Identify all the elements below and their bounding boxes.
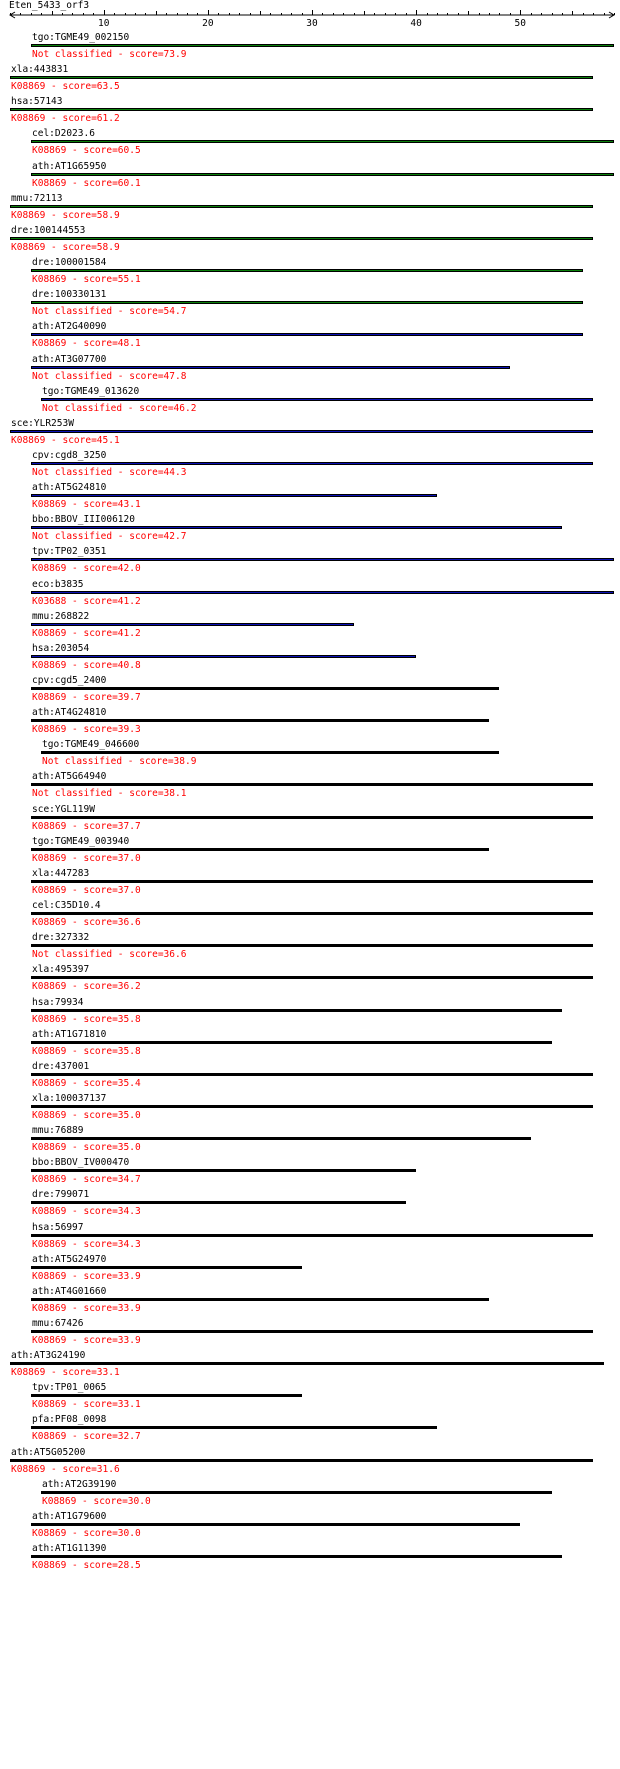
hit-label[interactable]: cel:D2023.6 [32,128,95,139]
hit-score: K08869 - score=36.6 [32,917,141,928]
hit-bar[interactable] [41,398,593,401]
hit-score: K08869 - score=33.9 [32,1303,141,1314]
hit-score: K08869 - score=35.8 [32,1046,141,1057]
hit-label[interactable]: mmu:76889 [32,1125,84,1136]
hit-score: K08869 - score=48.1 [32,338,141,349]
hit-label[interactable]: tgo:TGME49_003940 [32,836,130,847]
hit-score: Not classified - score=54.7 [32,306,187,317]
hit-score: K08869 - score=30.0 [42,1496,151,1507]
hit-label[interactable]: ath:AT1G65950 [32,161,107,172]
hit-label[interactable]: cpv:cgd8_3250 [32,450,107,461]
hit-bar[interactable] [31,1523,520,1526]
hit-bar[interactable] [31,462,593,465]
hit-score: K08869 - score=45.1 [11,435,120,446]
hit-bar[interactable] [31,623,354,626]
hit-score: K08869 - score=55.1 [32,274,141,285]
hit-bar[interactable] [31,140,614,143]
hit-label[interactable]: dre:100001584 [32,257,107,268]
hit-score: K08869 - score=37.7 [32,821,141,832]
hit-label[interactable]: dre:100330131 [32,289,107,300]
hit-label[interactable]: mmu:268822 [32,611,90,622]
hit-label[interactable]: sce:YLR253W [11,418,74,429]
hit-score: K08869 - score=58.9 [11,242,120,253]
hit-score: K08869 - score=39.7 [32,692,141,703]
hit-label[interactable]: ath:AT2G39190 [42,1479,117,1490]
hit-score: Not classified - score=44.3 [32,467,187,478]
hit-bar[interactable] [31,366,510,369]
hit-score: K08869 - score=37.0 [32,885,141,896]
hit-score: K08869 - score=41.2 [32,628,141,639]
hit-bar[interactable] [31,880,593,883]
hit-score: Not classified - score=47.8 [32,371,187,382]
hit-label[interactable]: bbo:BBOV_III006120 [32,514,135,525]
hit-score: Not classified - score=38.9 [42,756,197,767]
hit-bar[interactable] [31,1073,593,1076]
hit-score: K08869 - score=35.4 [32,1078,141,1089]
hit-score: K08869 - score=34.3 [32,1239,141,1250]
hit-score: K03688 - score=41.2 [32,596,141,607]
hit-label[interactable]: hsa:56997 [32,1222,84,1233]
hit-label[interactable]: cpv:cgd5_2400 [32,675,107,686]
hit-bar[interactable] [31,269,583,272]
hit-bar[interactable] [31,301,583,304]
hit-bar[interactable] [31,558,614,561]
hit-score: K08869 - score=33.9 [32,1335,141,1346]
axis-tick-label: 50 [514,18,527,29]
hit-bar[interactable] [31,1266,302,1269]
hit-label[interactable]: ath:AT1G71810 [32,1029,107,1040]
hit-bar[interactable] [31,1169,416,1172]
axis-tick-label: 20 [202,18,214,29]
hit-bar[interactable] [31,1105,593,1108]
hit-bar[interactable] [10,1362,604,1365]
hit-bar[interactable] [31,1041,552,1044]
hit-bar[interactable] [10,1459,593,1462]
hit-label[interactable]: xla:495397 [32,964,90,975]
hit-score: K08869 - score=61.2 [11,113,120,124]
hit-label[interactable]: ath:AT5G64940 [32,771,107,782]
hit-bar[interactable] [31,1426,437,1429]
axis-tick-label: 10 [97,18,110,29]
hit-label[interactable]: dre:799071 [32,1189,90,1200]
hit-bar[interactable] [31,1009,562,1012]
hit-label[interactable]: bbo:BBOV_IV000470 [32,1157,130,1168]
hit-label[interactable]: sce:YGL119W [32,804,95,815]
hit-score: Not classified - score=36.6 [32,949,187,960]
hit-label[interactable]: tpv:TP02_0351 [32,546,107,557]
hit-label[interactable]: dre:437001 [32,1061,90,1072]
hit-label[interactable]: cel:C35D10.4 [32,900,101,911]
hit-bar[interactable] [10,108,593,111]
hit-bar[interactable] [31,494,437,497]
hit-bar[interactable] [41,1491,552,1494]
hit-score: K08869 - score=43.1 [32,499,141,510]
hit-label[interactable]: ath:AT3G07700 [32,354,107,365]
hit-label[interactable]: xla:100037137 [32,1093,107,1104]
hit-bar[interactable] [10,76,593,79]
hit-label[interactable]: mmu:72113 [11,193,63,204]
hit-bar[interactable] [10,430,593,433]
hit-label[interactable]: hsa:79934 [32,997,84,1008]
hit-score: K08869 - score=42.0 [32,563,141,574]
hit-bar[interactable] [31,816,593,819]
hit-label[interactable]: tpv:TP01_0065 [32,1382,107,1393]
hit-score: K08869 - score=33.1 [11,1367,120,1378]
hit-bar[interactable] [31,912,593,915]
hit-bar[interactable] [31,1201,406,1204]
hit-score: Not classified - score=73.9 [32,49,187,60]
axis-tick-label: 40 [410,18,422,29]
hit-score: K08869 - score=60.5 [32,145,141,156]
hit-bar[interactable] [31,333,583,336]
hit-label[interactable]: xla:443831 [11,64,69,75]
hit-label[interactable]: ath:AT2G40090 [32,321,107,332]
hit-label[interactable]: ath:AT1G11390 [32,1543,107,1554]
hit-bar[interactable] [31,848,489,851]
hit-score: K08869 - score=28.5 [32,1560,141,1571]
hit-score: K08869 - score=35.0 [32,1142,141,1153]
hit-score: K08869 - score=58.9 [11,210,120,221]
hit-label[interactable]: dre:100144553 [11,225,86,236]
hit-bar[interactable] [31,1330,593,1333]
hit-score: K08869 - score=34.3 [32,1206,141,1217]
hit-score: K08869 - score=39.3 [32,724,141,735]
hit-score: K08869 - score=31.6 [11,1464,120,1475]
hit-bar[interactable] [31,1137,531,1140]
hit-score: K08869 - score=35.0 [32,1110,141,1121]
hit-bar[interactable] [31,655,416,658]
hit-label[interactable]: tgo:TGME49_002150 [32,32,130,43]
hit-bar[interactable] [31,783,593,786]
hit-label[interactable]: eco:b3835 [32,579,84,590]
hit-score: K08869 - score=60.1 [32,178,141,189]
hit-score: K08869 - score=33.1 [32,1399,141,1410]
hit-score: K08869 - score=63.5 [11,81,120,92]
hit-label[interactable]: mmu:67426 [32,1318,84,1329]
hit-bar[interactable] [31,1234,593,1237]
hit-bar[interactable] [31,173,614,176]
hit-label[interactable]: pfa:PF08_0098 [32,1414,107,1425]
hit-label[interactable]: ath:AT3G24190 [11,1350,86,1361]
hit-label[interactable]: tgo:TGME49_046600 [42,739,140,750]
hit-label[interactable]: hsa:203054 [32,643,90,654]
hit-label[interactable]: ath:AT1G79600 [32,1511,107,1522]
hit-label[interactable]: dre:327332 [32,932,90,943]
hit-bar[interactable] [31,687,499,690]
hit-score: K08869 - score=37.0 [32,853,141,864]
hit-score: K08869 - score=34.7 [32,1174,141,1185]
hit-bar[interactable] [31,719,489,722]
hit-bar[interactable] [41,751,499,754]
hit-label[interactable]: hsa:57143 [11,96,63,107]
hit-label[interactable]: ath:AT5G05200 [11,1447,86,1458]
hit-bar[interactable] [31,944,593,947]
hit-bar[interactable] [31,976,593,979]
axis-tick-label: 30 [306,18,318,29]
hit-score: K08869 - score=35.8 [32,1014,141,1025]
hit-bar[interactable] [31,1555,562,1558]
hit-bar[interactable] [31,526,562,529]
hit-score: K08869 - score=32.7 [32,1431,141,1442]
hit-bar[interactable] [10,237,593,240]
hit-bar[interactable] [10,205,593,208]
hit-score: Not classified - score=42.7 [32,531,187,542]
hit-score: K08869 - score=33.9 [32,1271,141,1282]
query-title: Eten_5433_orf3 [9,0,90,11]
hit-score: Not classified - score=38.1 [32,788,187,799]
hit-label[interactable]: ath:AT4G24810 [32,707,107,718]
hit-label[interactable]: ath:AT5G24810 [32,482,107,493]
hit-score: K08869 - score=36.2 [32,981,141,992]
hit-bar[interactable] [31,44,614,47]
hit-bar[interactable] [31,1394,302,1397]
hit-score: Not classified - score=46.2 [42,403,197,414]
hit-score: K08869 - score=30.0 [32,1528,141,1539]
hit-label[interactable]: tgo:TGME49_013620 [42,386,140,397]
hit-score: K08869 - score=40.8 [32,660,141,671]
hit-bar[interactable] [31,591,614,594]
hit-label[interactable]: ath:AT4G01660 [32,1286,107,1297]
hit-bar[interactable] [31,1298,489,1301]
hit-label[interactable]: xla:447283 [32,868,90,879]
hit-label[interactable]: ath:AT5G24970 [32,1254,107,1265]
